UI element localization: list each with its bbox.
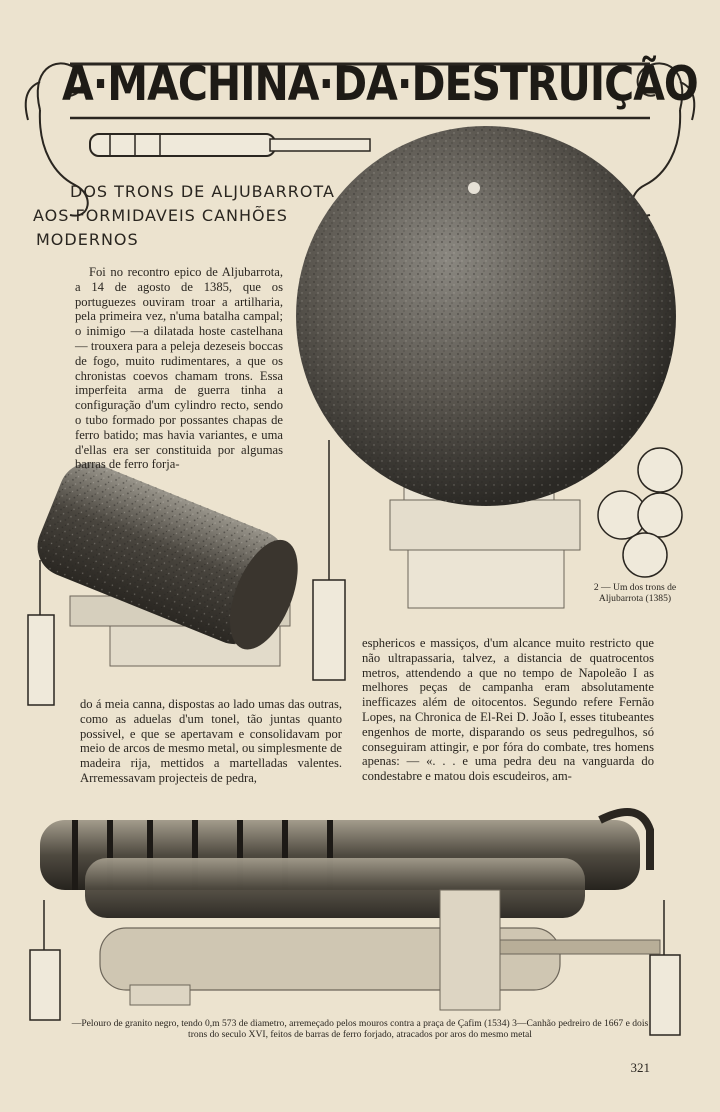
page-number: 321: [630, 1060, 650, 1075]
cannons-image: [40, 812, 660, 1010]
column-1-paragraph: Foi no recontro epico de Aljubarrota, a 14 de agosto de 1385, que os portuguezes ouviram troar a artilharia, pela primeira vez, n'uma batalha campal; o inimigo —a dilatada hoste castelhana — trouxera para a peleja dezeseis boccas de fogo, muito rudimentares, a que os chronistas coevos chamam trons. Essa imperfeita arma de guerra tinha a configuração d'um cylindro recto, sendo o tubo formado por possantes chapas de ferro batido; mas havia variantes, e uma d'ellas era ser constituida por algumas barras de ferro forja-: [75, 265, 283, 472]
article-column-2: [80, 697, 342, 786]
small-balls-ornament: [598, 448, 682, 577]
column-2-paragraph: do á meia canna, dispostas ao lado umas das outras, como as aduelas d'um tonel, tão juntas quanto possivel, e que se apertavam e consolidavam por meio de arcos de mesmo metal, ou simplesmente de madeira rija, mettidos a martelladas valentes. Arremessavam projecteis de pedra,: [80, 697, 342, 785]
bottom-caption: —Pelouro de granito negro, tendo 0,m 573 de diametro, arremeçado pelos mouros contra a praça de Çafim (1534) 3—Canhão pedreiro de 1667 e dois trons do seculo XVI, feitos de barras de ferro forjado, atracados por aros do mesmo metal: [71, 1018, 649, 1040]
article-column-1: [75, 265, 283, 472]
cannon-emblem: [90, 134, 370, 156]
subtitle-line-2: AOS FORMIDAVEIS CANHÕES: [33, 206, 288, 225]
tron-image: [28, 454, 311, 666]
subtitle-line-1: DOS TRONS DE ALJUBARROTA: [70, 182, 335, 201]
subtitle-line-3: MODERNOS: [36, 230, 139, 249]
article-column-3: [362, 636, 654, 784]
column-3-paragraph: esphericos e massiços, d'um alcance muito restricto que não ultrapassaria, talvez, a distancia de quatrocentos metros, attendendo a que no tempo de Napoleão I as melhores peças de campanha eram absolutamente inefficazes além de oitocentos. Segundo refere Fernão Lopes, na Chronica de El-Rei D. João I, esses titubeantes engenhos de morte, disparando os seus pedregulhos, só conseguiram attingir, e por fóra do combate, tres homens apenas: — «. . . e uma pedra deu na vanguarda do condestabre e matou dois escudeiros, am-: [362, 636, 654, 784]
page-title: A·MACHINA·DA·DESTRUIÇÃO: [62, 56, 698, 112]
tron-caption: 2 — Um dos trons de Aljubarrota (1385): [593, 582, 677, 604]
